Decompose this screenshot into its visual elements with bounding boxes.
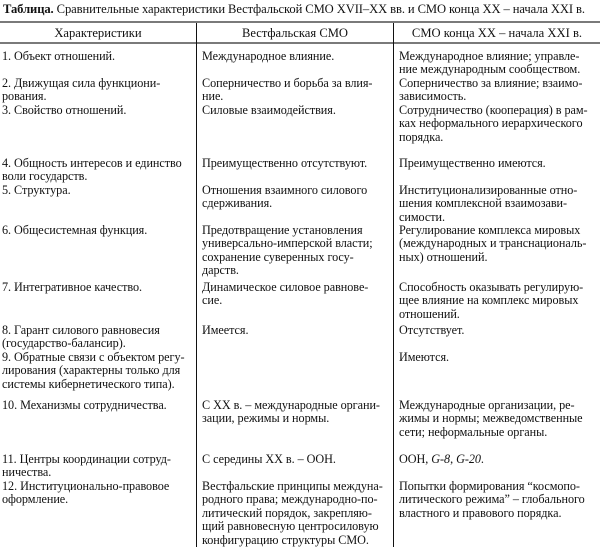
cell-line: жимы и нормы; межведомственные xyxy=(399,411,583,426)
cell-westphalian xyxy=(202,480,390,547)
cell-modern xyxy=(399,77,597,104)
cell-modern xyxy=(399,281,597,321)
cell-westphalian xyxy=(202,281,390,308)
table-top-rule xyxy=(0,21,600,23)
cell-line: системы кибернетического типа). xyxy=(2,376,175,391)
cell-characteristic xyxy=(2,224,194,237)
cell-line: Динамическое силовое равнове- xyxy=(202,280,369,294)
cell-line: оформление. xyxy=(2,492,69,507)
cell-line: сохранение суверенных госу- xyxy=(202,249,354,264)
cell-westphalian xyxy=(202,453,390,466)
cell-modern xyxy=(399,399,597,439)
header-westphalian: Вестфальская СМО xyxy=(241,26,349,40)
cell-line: С XX в. – международные органи- xyxy=(202,398,380,412)
cell-modern xyxy=(399,324,597,337)
cell-line: Международное влияние; управле- xyxy=(399,49,580,63)
cell-line: ничества. xyxy=(2,465,52,480)
header-characteristics: Характеристики xyxy=(54,26,142,40)
cell-westphalian xyxy=(202,104,390,117)
cell-line: 9. Обратные связи с объектом регу- xyxy=(2,350,185,364)
cell-line: 6. Общесистемная функция. xyxy=(2,223,148,237)
cell-text-part: ООН, xyxy=(399,452,432,466)
cell-line: 5. Структура. xyxy=(2,183,71,197)
header-bottom-rule xyxy=(0,42,600,44)
header-modern: СМО конца XX – начала XXI в. xyxy=(411,26,583,40)
cell-line: Отсутствует. xyxy=(399,323,465,337)
cell-line: Вестфальские принципы междуна- xyxy=(202,479,383,493)
cell-line: 7. Интегративное качество. xyxy=(2,280,143,294)
cell-line: родного права; международно-по- xyxy=(202,492,378,507)
cell-line: Предотвращение установления xyxy=(202,223,363,237)
cell-westphalian xyxy=(202,184,390,211)
cell-westphalian xyxy=(202,224,390,278)
cell-modern xyxy=(399,480,597,520)
cell-line: симости. xyxy=(399,209,445,224)
cell-line: С середины XX в. – ООН. xyxy=(202,452,336,466)
cell-westphalian xyxy=(202,157,390,170)
cell-line: Международные организации, ре- xyxy=(399,398,575,412)
cell-line: ных) отношений. xyxy=(399,249,488,264)
cell-line: Имеется. xyxy=(202,323,249,337)
cell-line: универсально-имперской власти; xyxy=(202,236,373,251)
cell-line: Силовые взаимодействия. xyxy=(202,103,336,117)
cell-line: 10. Механизмы сотрудничества. xyxy=(2,398,167,412)
cell-modern xyxy=(399,351,597,364)
cell-line: ние. xyxy=(202,89,224,104)
cell-characteristic xyxy=(2,351,194,391)
cell-text-part: G-8 xyxy=(431,452,451,466)
cell-line: 2. Движущая сила функциони- xyxy=(2,76,161,90)
cell-characteristic xyxy=(2,324,194,351)
cell-line: ках неформального иерархического xyxy=(399,116,583,131)
cell-line: Отношения взаимного силового xyxy=(202,183,368,197)
cell-line: зависимость. xyxy=(399,89,467,104)
cell-line: литический порядок, закрепляю- xyxy=(202,505,372,520)
cell-line: 8. Гарант силового равновесия xyxy=(2,323,160,337)
cell-line: Соперничество за влияние; взаимо- xyxy=(399,76,583,90)
cell-line: шения комплексной взаимозави- xyxy=(399,196,568,211)
cell-text-part: , xyxy=(450,452,457,466)
caption-label: Таблица. xyxy=(3,2,54,16)
cell-line: сети; неформальные органы. xyxy=(399,424,548,439)
cell-line: литического режима” – глобального xyxy=(399,492,585,507)
cell-line: Соперничество и борьба за влия- xyxy=(202,76,373,90)
cell-line xyxy=(399,453,597,466)
cell-westphalian xyxy=(202,324,390,337)
cell-modern xyxy=(399,157,597,170)
cell-line: Сотрудничество (кооперация) в рам- xyxy=(399,103,588,117)
cell-line: Институционализированные отно- xyxy=(399,183,578,197)
cell-westphalian xyxy=(202,77,390,104)
cell-modern xyxy=(399,224,597,264)
cell-line: (международных и транснациональ- xyxy=(399,236,587,251)
cell-modern xyxy=(399,104,597,144)
cell-line: Регулирование комплекса мировых xyxy=(399,223,581,237)
cell-line: ние международным сообществом. xyxy=(399,62,581,77)
cell-characteristic xyxy=(2,157,194,184)
cell-characteristic xyxy=(2,399,194,412)
cell-line: 12. Институционально-правовое xyxy=(2,479,170,493)
cell-characteristic xyxy=(2,281,194,294)
cell-line: отношений. xyxy=(399,306,460,321)
cell-line: властного и правового порядка. xyxy=(399,505,562,520)
cell-line: конфигурацию структуры СМО. xyxy=(202,532,369,547)
cell-westphalian xyxy=(202,50,390,63)
cell-line: 1. Объект отношений. xyxy=(2,49,116,63)
cell-characteristic xyxy=(2,50,194,63)
cell-line: Способность оказывать регулирую- xyxy=(399,280,584,294)
cell-line: порядка. xyxy=(399,129,444,144)
caption-text: Сравнительные характеристики Вестфальской СМО XVII–XX вв. и СМО конца XX – начала XXI в. xyxy=(53,2,585,16)
cell-westphalian xyxy=(202,399,390,426)
cell-text-part: . xyxy=(480,452,484,466)
cell-text-part: G-20 xyxy=(456,452,481,466)
cell-characteristic xyxy=(2,480,194,507)
cell-characteristic xyxy=(2,77,194,104)
cell-line: зации, режимы и нормы. xyxy=(202,411,330,426)
column-divider-1 xyxy=(196,23,197,547)
cell-modern xyxy=(399,50,597,77)
table-caption xyxy=(3,2,585,17)
cell-line: сие. xyxy=(202,293,223,308)
column-divider-2 xyxy=(393,23,394,547)
cell-line: (государство-балансир). xyxy=(2,336,126,351)
cell-characteristic xyxy=(2,453,194,480)
cell-line: Имеются. xyxy=(399,350,450,364)
cell-characteristic xyxy=(2,104,194,117)
cell-line: Международное влияние. xyxy=(202,49,335,63)
cell-line: Попытки формирования “космопо- xyxy=(399,479,580,493)
cell-line: сдерживания. xyxy=(202,196,273,211)
cell-line: воли государств. xyxy=(2,169,88,184)
cell-line: щее влияние на комплекс мировых xyxy=(399,293,579,308)
cell-line: дарств. xyxy=(202,263,239,278)
cell-line: рования. xyxy=(2,89,47,104)
cell-line: Преимущественно имеются. xyxy=(399,156,546,170)
cell-line: лирования (характерны только для xyxy=(2,363,181,378)
cell-characteristic xyxy=(2,184,194,197)
cell-line: щий равновесную центросиловую xyxy=(202,519,379,534)
cell-line: 11. Центры координации сотруд- xyxy=(2,452,171,466)
cell-line: 4. Общность интересов и единство xyxy=(2,156,182,170)
cell-line: 3. Свойство отношений. xyxy=(2,103,127,117)
cell-line: Преимущественно отсутствуют. xyxy=(202,156,368,170)
cell-modern xyxy=(399,184,597,224)
cell-modern xyxy=(399,453,597,466)
